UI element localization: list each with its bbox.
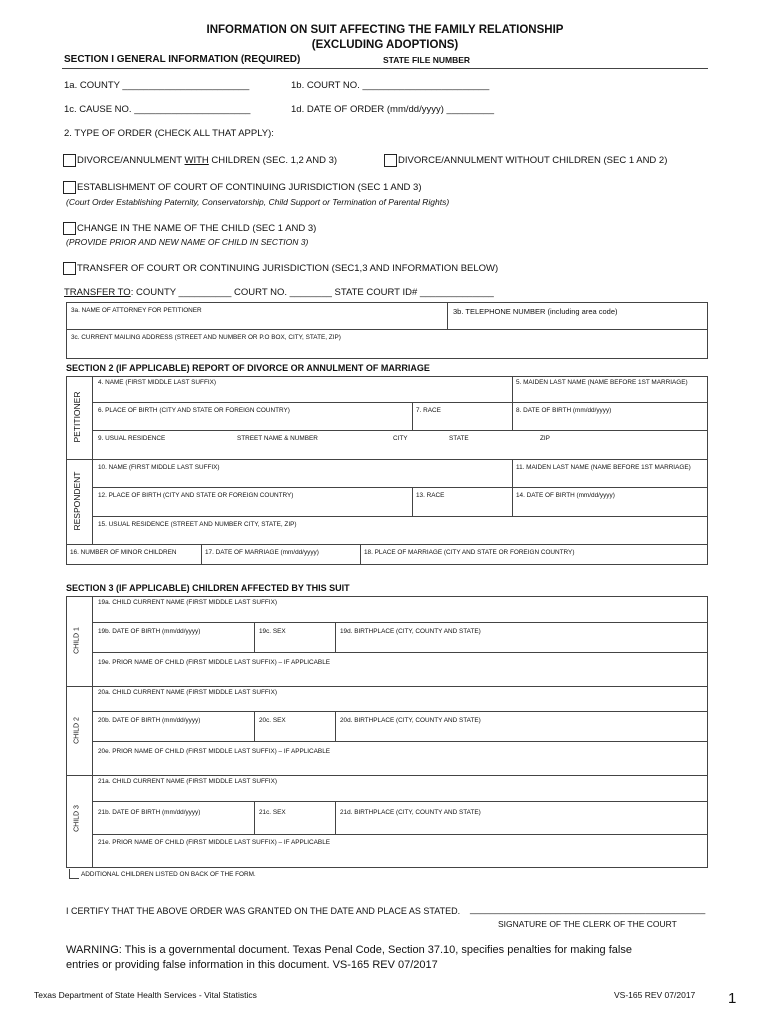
- petitioner-birthplace-field[interactable]: 6. PLACE OF BIRTH (CITY AND STATE OR FOREIGN COUNTRY): [98, 407, 290, 414]
- name-change-label: CHANGE IN THE NAME OF THE CHILD (SEC 1 AND 3): [77, 223, 317, 234]
- certification-text: I CERTIFY THAT THE ABOVE ORDER WAS GRANTED ON THE DATE AND PLACE AS STATED.: [66, 906, 461, 916]
- child-2-dob-field[interactable]: 20b. DATE OF BIRTH (mm/dd/yyyy): [98, 717, 201, 724]
- telephone-field[interactable]: 3b. TELEPHONE NUMBER (including area code): [453, 307, 618, 316]
- child-2-label: CHILD 2: [73, 717, 81, 744]
- child-1-birthplace-field[interactable]: 19d. BIRTHPLACE (CITY, COUNTY AND STATE): [340, 628, 481, 635]
- child-1-name-field[interactable]: 19a. CHILD CURRENT NAME (FIRST MIDDLE LAST SUFFIX): [98, 599, 277, 606]
- child-3-sex-field[interactable]: 21c. SEX: [259, 809, 286, 816]
- petitioner-zip-label: ZIP: [540, 435, 550, 442]
- footer-agency: Texas Department of State Health Services - Vital Statistics: [34, 990, 257, 1000]
- name-change-note: (PROVIDE PRIOR AND NEW NAME OF CHILD IN SECTION 3): [66, 237, 309, 247]
- transfer-label: TRANSFER OF COURT OR CONTINUING JURISDICTION (SEC1,3 AND INFORMATION BELOW): [77, 263, 499, 274]
- divorce-with-children-checkbox[interactable]: [63, 154, 76, 167]
- form-title: INFORMATION ON SUIT AFFECTING THE FAMILY RELATIONSHIP: [206, 24, 564, 36]
- petitioner-state-label: STATE: [449, 435, 469, 442]
- child-2-prior-name-field[interactable]: 20e. PRIOR NAME OF CHILD (FIRST MIDDLE LAST SUFFIX) – IF APPLICABLE: [98, 748, 331, 755]
- transfer-checkbox[interactable]: [63, 262, 76, 275]
- section-2-heading: SECTION 2 (IF APPLICABLE) REPORT OF DIVORCE OR ANNULMENT OF MARRIAGE: [66, 363, 430, 373]
- minor-children-field[interactable]: 16. NUMBER OF MINOR CHILDREN: [70, 549, 177, 556]
- establishment-label: ESTABLISHMENT OF COURT OF CONTINUING JURISDICTION (SEC 1 AND 3): [77, 182, 422, 193]
- warning-line-1: WARNING: This is a governmental document. Texas Penal Code, Section 37.10, specifies penalties for making false: [66, 944, 632, 956]
- petitioner-name-field[interactable]: 4. NAME (FIRST MIDDLE LAST SUFFIX): [98, 379, 217, 386]
- child-3-birthplace-field[interactable]: 21d. BIRTHPLACE (CITY, COUNTY AND STATE): [340, 809, 481, 816]
- establishment-checkbox[interactable]: [63, 181, 76, 194]
- child-3-prior-name-field[interactable]: 21e. PRIOR NAME OF CHILD (FIRST MIDDLE LAST SUFFIX) – IF APPLICABLE: [98, 839, 331, 846]
- divorce-without-children-checkbox[interactable]: [384, 154, 397, 167]
- county-field[interactable]: 1a. COUNTY ________________________: [64, 80, 250, 91]
- child-1-label: CHILD 1: [73, 627, 81, 654]
- court-no-field[interactable]: 1b. COURT NO. ________________________: [291, 80, 490, 91]
- child-2-birthplace-field[interactable]: 20d. BIRTHPLACE (CITY, COUNTY AND STATE): [340, 717, 481, 724]
- respondent-label: RESPONDENT: [72, 471, 82, 531]
- additional-children-label: ADDITIONAL CHILDREN LISTED ON BACK OF THE FORM.: [81, 871, 256, 878]
- section-3-box: [66, 596, 708, 868]
- respondent-name-field[interactable]: 10. NAME (FIRST MIDDLE LAST SUFFIX): [98, 464, 220, 471]
- divorce-without-children-label: DIVORCE/ANNULMENT WITHOUT CHILDREN (SEC 1 AND 2): [398, 155, 668, 166]
- footer-form-number: VS-165 REV 07/2017: [614, 990, 696, 1000]
- petitioner-race-field[interactable]: 7. RACE: [416, 407, 441, 414]
- petitioner-city-label: CITY: [393, 435, 408, 442]
- child-3-label: CHILD 3: [73, 805, 81, 832]
- child-1-prior-name-field[interactable]: 19e. PRIOR NAME OF CHILD (FIRST MIDDLE LAST SUFFIX) – IF APPLICABLE: [98, 659, 331, 666]
- warning-line-2: entries or providing false information in this document. VS-165 REV 07/2017: [66, 959, 438, 971]
- page-number: 1: [728, 990, 737, 1007]
- petitioner-dob-field[interactable]: 8. DATE OF BIRTH (mm/dd/yyyy): [516, 407, 612, 414]
- form-subtitle: (EXCLUDING ADOPTIONS): [311, 39, 459, 51]
- name-change-checkbox[interactable]: [63, 222, 76, 235]
- mailing-address-field[interactable]: 3c. CURRENT MAILING ADDRESS (STREET AND NUMBER OR P.O BOX, CITY, STATE, ZIP): [71, 334, 341, 341]
- respondent-birthplace-field[interactable]: 12. PLACE OF BIRTH (CITY AND STATE OR FOREIGN COUNTRY): [98, 492, 294, 499]
- child-1-dob-field[interactable]: 19b. DATE OF BIRTH (mm/dd/yyyy): [98, 628, 201, 635]
- petitioner-maiden-name-field[interactable]: 5. MAIDEN LAST NAME (NAME BEFORE 1ST MARRIAGE): [516, 379, 688, 386]
- child-2-sex-field[interactable]: 20c. SEX: [259, 717, 286, 724]
- child-1-sex-field[interactable]: 19c. SEX: [259, 628, 286, 635]
- establishment-note: (Court Order Establishing Paternity, Conservatorship, Child Support or Termination of Parental Rights): [66, 197, 450, 207]
- type-of-order-label: 2. TYPE OF ORDER (CHECK ALL THAT APPLY):: [64, 128, 274, 139]
- petitioner-residence-field[interactable]: 9. USUAL RESIDENCE: [98, 435, 166, 442]
- petitioner-label: PETITIONER: [72, 391, 82, 443]
- petitioner-street-label: STREET NAME & NUMBER: [237, 435, 318, 442]
- respondent-residence-field[interactable]: 15. USUAL RESIDENCE (STREET AND NUMBER CITY, STATE, ZIP): [98, 521, 297, 528]
- child-2-name-field[interactable]: 20a. CHILD CURRENT NAME (FIRST MIDDLE LAST SUFFIX): [98, 689, 277, 696]
- section-3-heading: SECTION 3 (IF APPLICABLE) CHILDREN AFFECTED BY THIS SUIT: [66, 583, 350, 593]
- attorney-name-field[interactable]: 3a. NAME OF ATTORNEY FOR PETITIONER: [71, 307, 202, 314]
- signature-label: SIGNATURE OF THE CLERK OF THE COURT: [498, 919, 677, 929]
- marriage-place-field[interactable]: 18. PLACE OF MARRIAGE (CITY AND STATE OR FOREIGN COUNTRY): [364, 549, 575, 556]
- section-1-heading: SECTION I GENERAL INFORMATION (REQUIRED): [64, 54, 301, 65]
- additional-children-checkbox[interactable]: [69, 869, 79, 879]
- respondent-race-field[interactable]: 13. RACE: [416, 492, 445, 499]
- respondent-dob-field[interactable]: 14. DATE OF BIRTH (mm/dd/yyyy): [516, 492, 615, 499]
- child-3-name-field[interactable]: 21a. CHILD CURRENT NAME (FIRST MIDDLE LAST SUFFIX): [98, 778, 277, 785]
- respondent-maiden-name-field[interactable]: 11. MAIDEN LAST NAME (NAME BEFORE 1ST MARRIAGE): [516, 464, 691, 471]
- marriage-date-field[interactable]: 17. DATE OF MARRIAGE (mm/dd/yyyy): [205, 549, 319, 556]
- state-file-number-label: STATE FILE NUMBER: [383, 55, 471, 65]
- transfer-to-line[interactable]: TRANSFER TO: COUNTY __________ COURT NO. ________ STATE COURT ID# ______________: [64, 287, 494, 298]
- cause-no-field[interactable]: 1c. CAUSE NO. ______________________: [64, 104, 251, 115]
- date-of-order-field[interactable]: 1d. DATE OF ORDER (mm/dd/yyyy) _________: [291, 104, 495, 115]
- signature-line[interactable]: _______________________________________________: [470, 904, 706, 914]
- divorce-with-children-label: DIVORCE/ANNULMENT WITH CHILDREN (SEC. 1,2 AND 3): [77, 155, 338, 166]
- child-3-dob-field[interactable]: 21b. DATE OF BIRTH (mm/dd/yyyy): [98, 809, 201, 816]
